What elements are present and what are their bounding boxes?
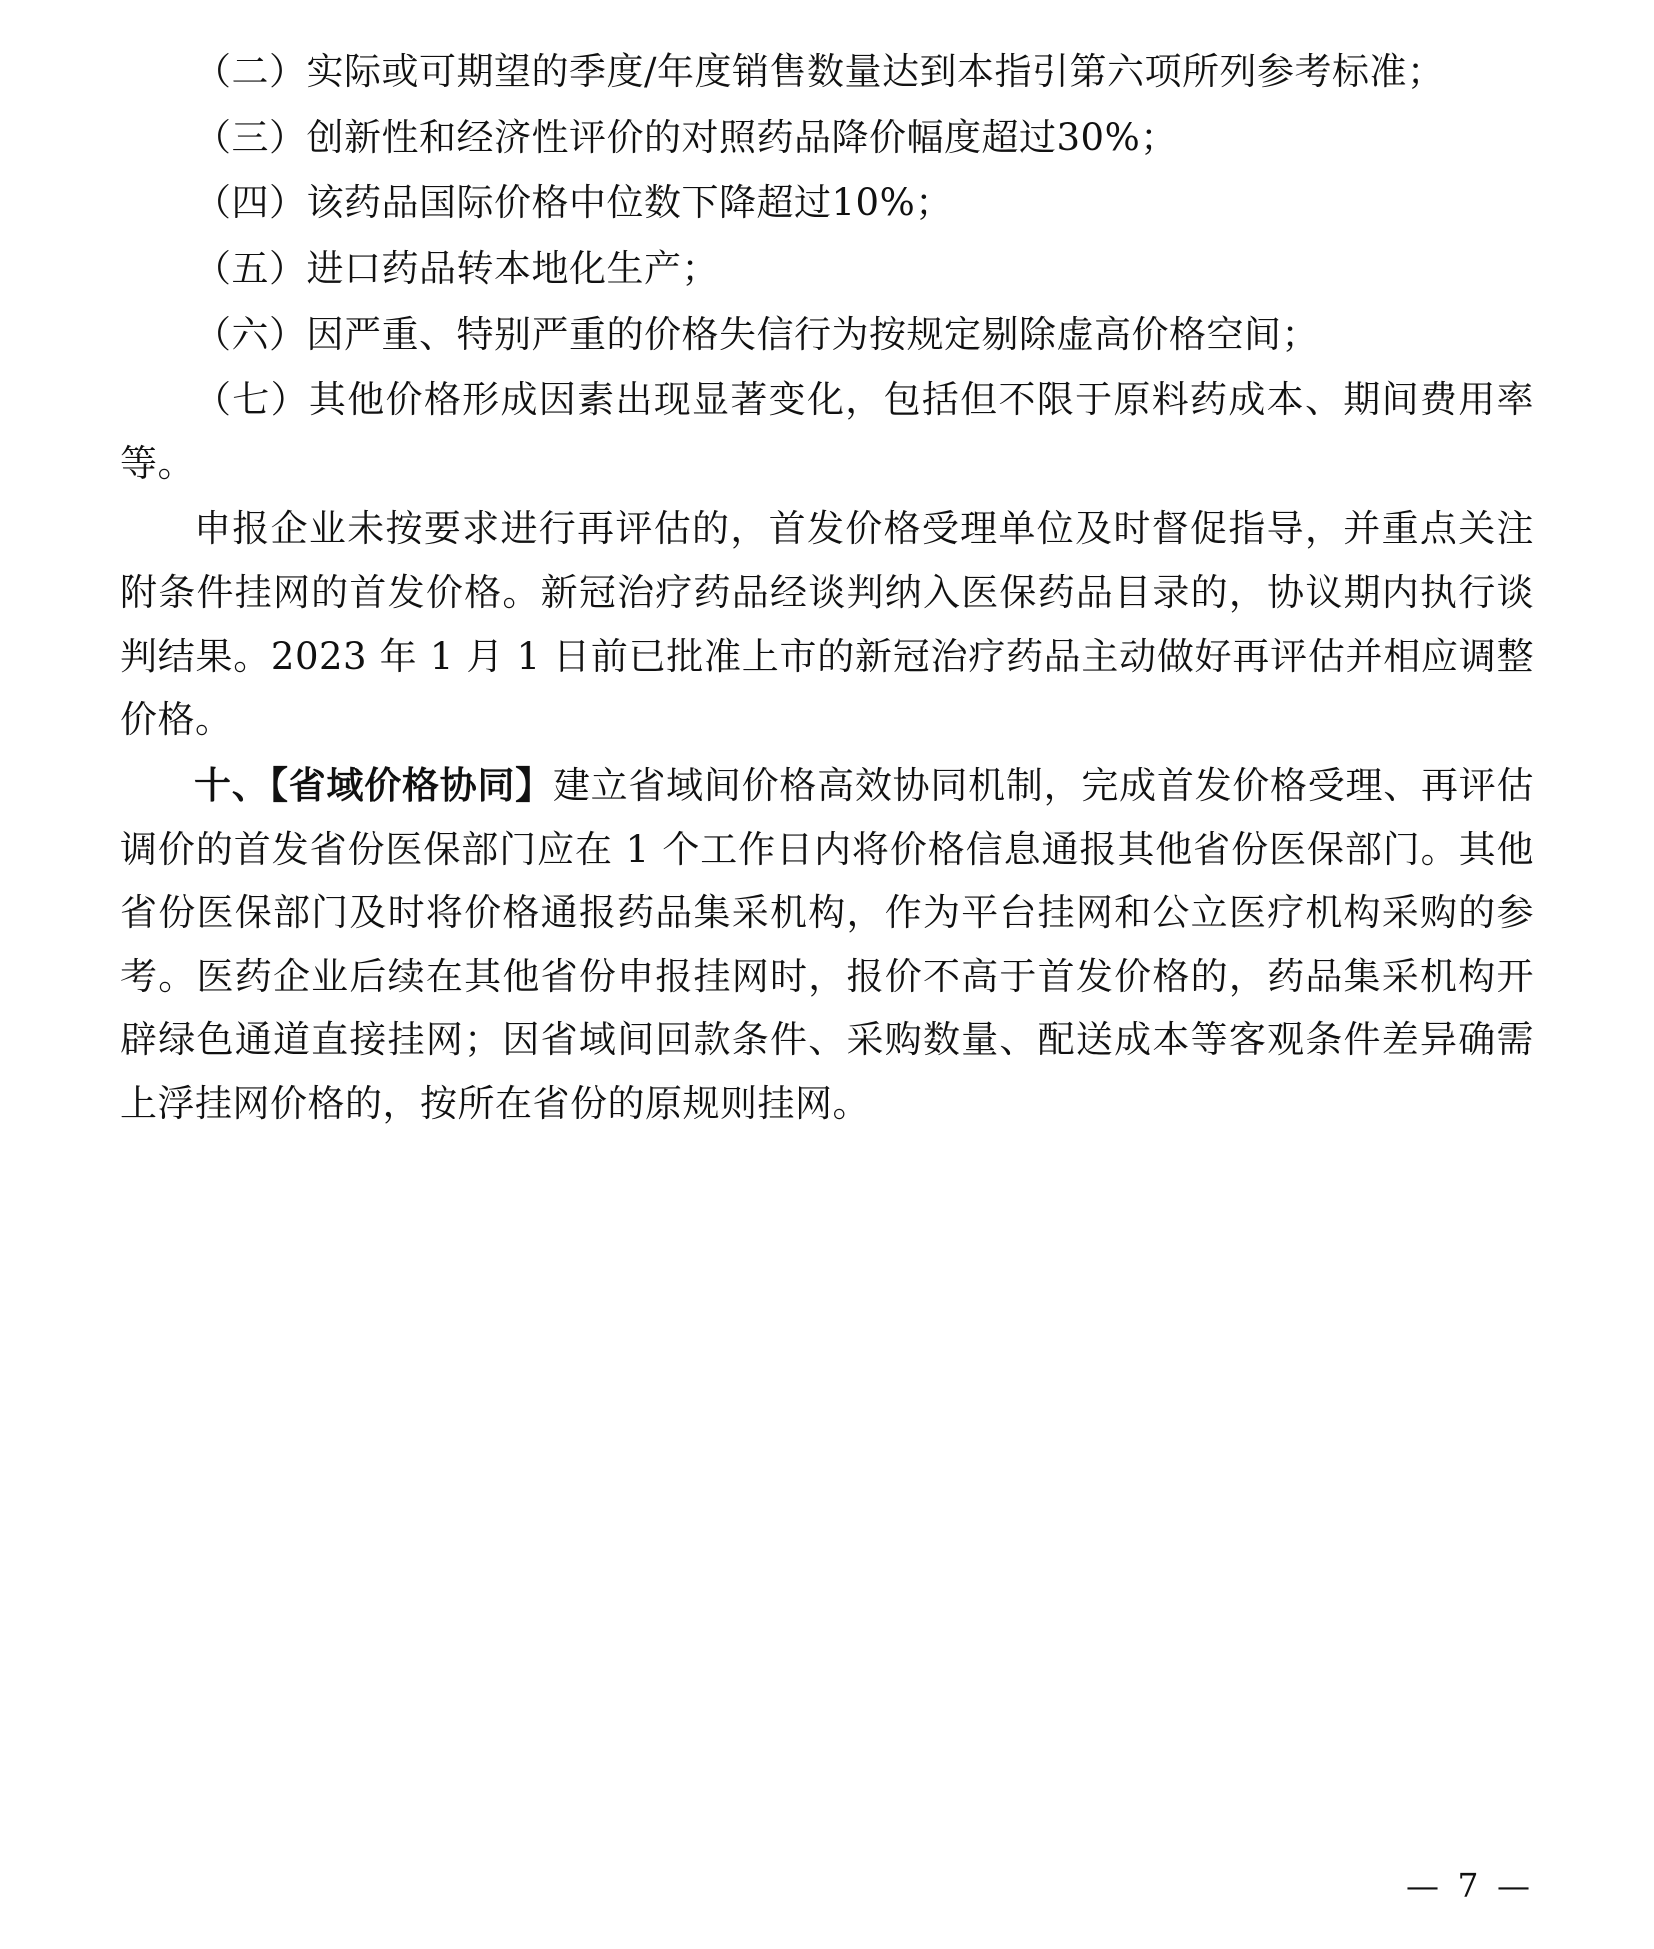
list-item-3: （三）创新性和经济性评价的对照药品降价幅度超过30%； [194, 115, 1178, 159]
page-number: — 7 — [1406, 1866, 1534, 1905]
paragraph-reassessment: 申报企业未按要求进行再评估的，首发价格受理单位及时督促指导，并重点关注附条件挂网的首发价格。新冠治疗药品经谈判纳入医保药品目录的，协议期内执行谈判结果。2023 年 1 月 1 日前已批准上市的新冠治疗药品主动做好再评估并相应调整价格。 [120, 507, 1534, 742]
list-item-6: （六）因严重、特别严重的价格失信行为按规定剔除虚高价格空间； [194, 312, 1319, 356]
section-ten-text: 建立省域间价格高效协同机制，完成首发价格受理、再评估调价的首发省份医保部门应在 1 个工作日内将价格信息通报其他省份医保部门。其他省份医保部门及时将价格通报药品集采机构，作为平台挂网和公立医疗机构采购的参考。医药企业后续在其他省份申报挂网时，报价不高于首发价格的，药品集采机构开辟绿色通道直接挂网；因省域间回款条件、采购数量、配送成本等客观条件差异确需上浮挂网价格的，按所在省份的原规则挂网。 [120, 763, 1535, 1125]
section-ten-heading: 十、【省域价格协同】 [194, 762, 553, 807]
document-body [120, 40, 1534, 1136]
list-item-4: （四）该药品国际价格中位数下降超过10%； [194, 181, 953, 225]
section-ten [120, 754, 1534, 1136]
list-item-7: （七）其他价格形成因素出现显著变化，包括但不限于原料药成本、期间费用率等。 [120, 378, 1534, 485]
list-item-5: （五）进口药品转本地化生产； [194, 246, 719, 290]
list-item-2: （二）实际或可期望的季度/年度销售数量达到本指引第六项所列参考标准； [194, 50, 1445, 93]
